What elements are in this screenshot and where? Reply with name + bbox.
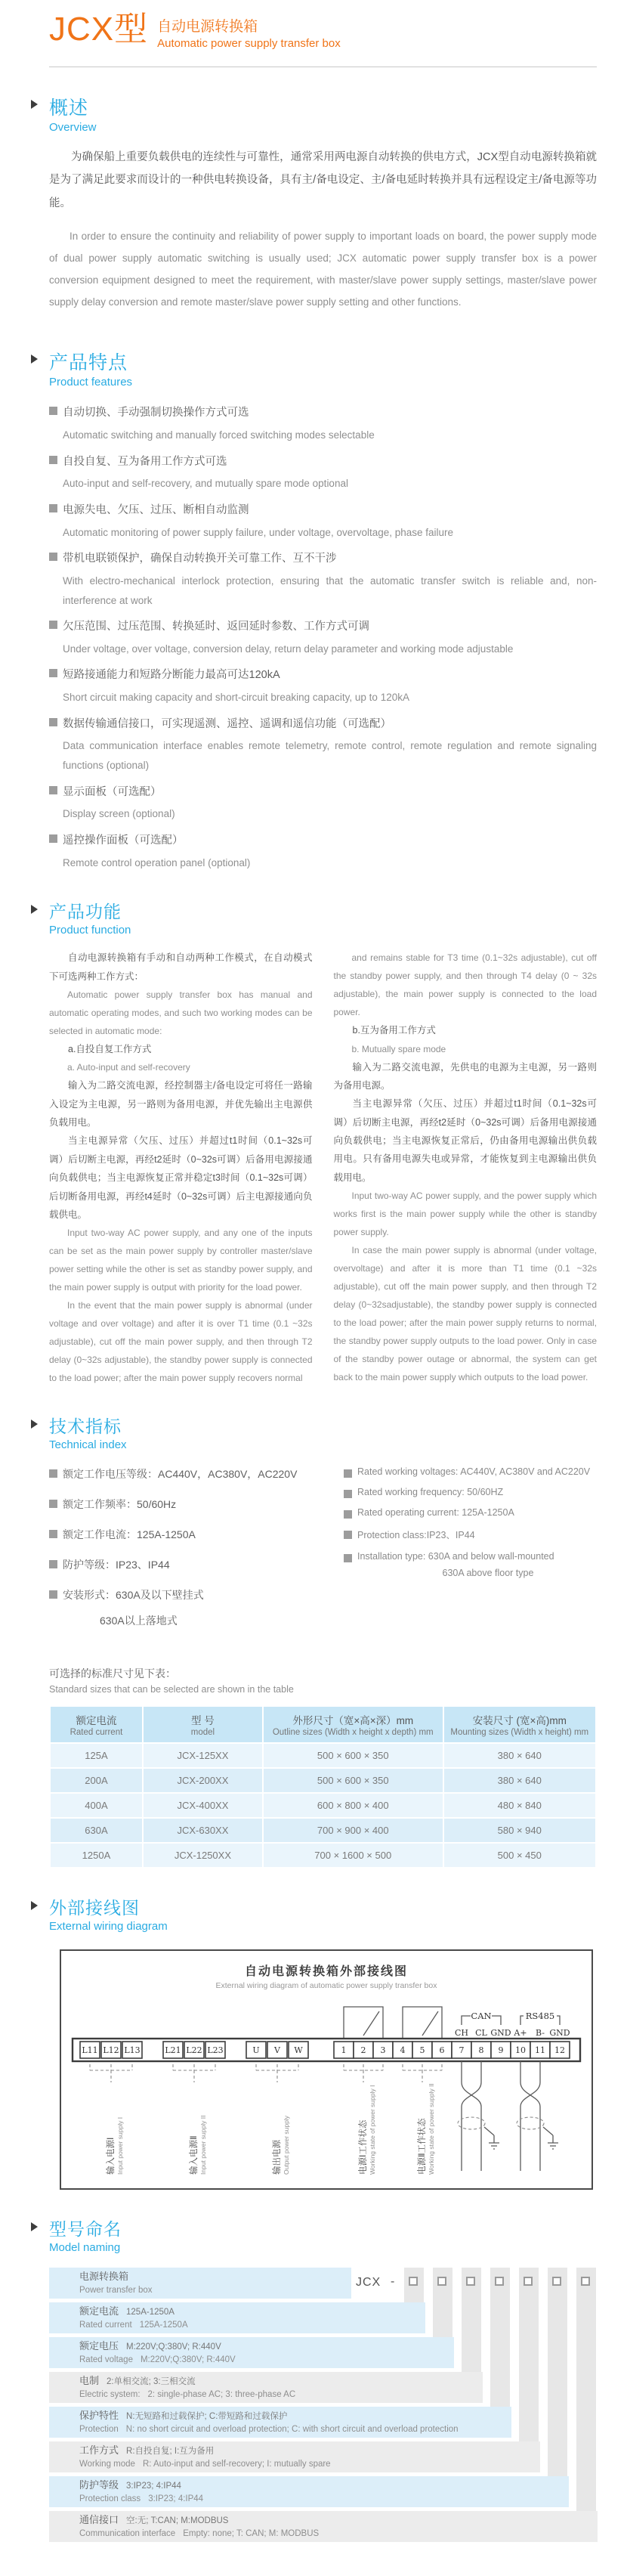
section-arrow-icon	[31, 1420, 38, 1429]
section-arrow-icon	[31, 100, 38, 109]
technical-item-text: 额定工作电压等级：AC440V，AC380V，AC220V	[63, 1468, 298, 1481]
terminal-label: L12	[103, 2045, 119, 2056]
feature-text-en: Automatic monitoring of power supply failure, under voltage, overvoltage, phase failure	[63, 526, 454, 538]
function-paragraph-en: and remains stable for T3 time (0.1~32s adjustable), cut off the standby power supply, and then through T4 delay (0 ~ 32s adjustable), the main power supply is connected to the load power.	[333, 952, 597, 1018]
naming-detail-en: 125A-1250A	[139, 2321, 188, 2330]
naming-label: 额定电流	[79, 2305, 119, 2317]
table-row	[50, 1793, 596, 1818]
sizes-table-head	[50, 1706, 596, 1743]
naming-row	[49, 2337, 454, 2368]
terminal-label: 11	[535, 2045, 545, 2056]
technical-column-en	[344, 1466, 597, 1643]
naming-row-label-en	[79, 2528, 598, 2540]
naming-row-label-en	[79, 2354, 454, 2367]
sizes-intro-en: Standard sizes that can be selected are shown in the table	[49, 1684, 294, 1695]
technical-item-text: 额定工作电流：125A-1250A	[63, 1528, 196, 1541]
technical-item-text: Rated working voltages: AC440V, AC380V and AC220V	[357, 1466, 591, 1478]
feature-text-zh: 显示面板（可选配）	[49, 783, 597, 802]
overview-paragraph-en: In order to ensure the continuity and reliability of power supply to important loads on board, the power supply mode of dual power supply automatic switching is usually used; JCX automatic power supply transfer box is a power conversion equipment designed to meet the requirement, with master/slave power supply settings, master/slave power supply delay conversion and remote master/slave power supply setting and other functions.	[49, 231, 597, 308]
technical-heading-zh: 技术指标	[49, 1416, 122, 1437]
table-cell: 1250A	[50, 1843, 143, 1868]
function-paragraph-zh: 自动电源转换箱有手动和自动两种工作模式，在自动模式下可选两种工作方式：	[49, 952, 313, 982]
twisted-pair-wire	[462, 2061, 481, 2171]
naming-row-label-zh	[79, 2305, 425, 2319]
table-header-cell	[263, 1706, 443, 1743]
feature-text-zh: 遥控操作面板（可选配）	[49, 831, 597, 850]
naming-label: 额定电压	[79, 2340, 119, 2352]
naming-column	[490, 2268, 510, 2407]
table-cell: 700 × 1600 × 500	[263, 1843, 443, 1868]
group-label-zh: 输入电源Ⅱ	[190, 2135, 199, 2175]
naming-detail: 3:IP23; 4:IP44	[126, 2482, 181, 2491]
can-pin-label: CH	[454, 2028, 469, 2039]
technical-column-zh	[49, 1466, 344, 1643]
table-cell: 380 × 640	[443, 1768, 596, 1793]
overview-paragraph-zh: 为确保船上重要负载供电的连续性与可靠性，通常采用两电源自动转换的供电方式，JCX型自动电源转换箱就是为了满足此要求而设计的一种供电转换设备，具有主/备电设定、主/备电延时转换并具有远程设定主/备电源等功能。	[49, 151, 597, 209]
relay-contact-icon	[403, 2007, 442, 2039]
feature-text-en: Display screen (optional)	[63, 808, 175, 820]
table-row	[50, 1843, 596, 1868]
naming-label-en: Power transfer box	[79, 2286, 153, 2296]
twisted-pair-wire	[462, 2061, 481, 2171]
group-bracket	[173, 2064, 215, 2082]
group-label-zh: 电源Ⅰ工作状态	[359, 2119, 368, 2175]
naming-row-label-en	[79, 2458, 540, 2471]
naming-label: 工作方式	[79, 2444, 119, 2457]
terminal-label: 7	[459, 2045, 465, 2056]
feature-item	[49, 783, 597, 824]
naming-row-label-zh	[79, 2270, 351, 2284]
section-naming-heading	[49, 2215, 597, 2254]
terminal-label: L23	[207, 2045, 224, 2056]
technical-item-text: 防护等级：IP23、IP44	[63, 1559, 170, 1571]
table-row	[50, 1743, 596, 1768]
naming-detail: 125A-1250A	[126, 2308, 175, 2317]
feature-item	[49, 618, 597, 658]
group-bracket	[90, 2064, 132, 2082]
naming-placeholder-box	[552, 2277, 561, 2286]
naming-column	[519, 2268, 539, 2441]
header-label-zh: 外形尺寸（宽×高×深）mm	[292, 1715, 414, 1727]
product-title-zh: 自动电源转换箱	[157, 19, 258, 35]
function-paragraph-en: Input two-way AC power supply, and the power supply which works first is the main power supply while the other is standby power supply.	[333, 1190, 597, 1238]
terminal-label: L21	[165, 2045, 181, 2056]
header-label-zh: 额定电流	[76, 1715, 117, 1727]
section-features-heading	[49, 348, 597, 389]
function-paragraph-zh: 当主电源异常（欠压、过压）并超过t1时间（0.1~32s可调）后切断主电源，再经t2延时（0~32s可调）后备用电源接通向负载供电；当主电源恢复正常后，仍由备用电源输出供负载用电。只有备用电源失电或异常，才能恢复到主电源输出供负载用电。	[333, 1098, 597, 1183]
ground-symbol-icon	[543, 2127, 558, 2149]
table-cell: JCX-125XX	[143, 1743, 263, 1768]
table-cell: JCX-400XX	[143, 1793, 263, 1818]
feature-text-zh: 自投自复、互为备用工作方式可选	[49, 453, 597, 472]
technical-item-subline: 630A above floor type	[442, 1568, 534, 1579]
page-header	[49, 12, 597, 50]
table-cell: 630A	[50, 1818, 143, 1843]
naming-heading-zh: 型号命名	[49, 2219, 122, 2240]
technical-item	[49, 1466, 344, 1482]
naming-row	[49, 2441, 540, 2472]
naming-detail-en: R: Auto-input and self-recovery; I: mutually spare	[142, 2460, 331, 2469]
terminal-label: L22	[186, 2045, 202, 2056]
feature-text-zh: 自动切换、手动强制切换操作方式可选	[49, 404, 597, 423]
relay-switch-arm-icon	[422, 2011, 438, 2036]
table-row	[50, 1818, 596, 1843]
technical-heading-en: Technical index	[49, 1438, 127, 1452]
sizes-table-body	[50, 1743, 596, 1868]
terminal-label: 4	[400, 2045, 406, 2056]
naming-label-en: Protection class	[79, 2494, 141, 2504]
feature-text-zh: 带机电联锁保护，确保自动转换开关可靠工作、互不干涉	[49, 550, 597, 568]
wiring-heading-zh: 外部接线图	[49, 1898, 140, 1918]
feature-text-en: With electro-mechanical interlock protection, ensuring that the automatic transfer switch is reliable and, non-interference at work	[63, 574, 597, 606]
terminal-label: U	[252, 2045, 260, 2056]
group-label-en: Working state of power supply I	[369, 2085, 376, 2175]
naming-detail-en: N: no short circuit and overload protection; C: with short circuit and overload protection	[125, 2425, 459, 2435]
function-paragraph-zh: a.自投自复工作方式	[68, 1043, 152, 1054]
overview-heading-zh: 概述	[49, 98, 89, 119]
technical-item	[49, 1557, 344, 1572]
function-paragraph-zh: b.互为备用工作方式	[352, 1025, 436, 1036]
naming-row-label-zh	[79, 2374, 483, 2389]
naming-detail: M:220V;Q:380V; R:440V	[126, 2342, 221, 2352]
feature-text-zh: 数据传输通信接口，可实现遥测、遥控、遥调和遥信功能（可选配）	[49, 715, 597, 734]
feature-text-en: Under voltage, over voltage, conversion delay, return delay parameter and working mode adjustable	[63, 642, 514, 655]
sizes-intro-zh: 可选择的标准尺寸见下表：	[49, 1667, 176, 1680]
feature-item	[49, 666, 597, 707]
function-columns	[49, 949, 597, 1387]
function-paragraph-en: In case the main power supply is abnormal (under voltage, overvoltage) and after it is more than T1 time (0.1 ~32s adjustable), cut off the main power supply, and then through T2 delay (0~32sadjustable), the standby power supply is connected to the load power; after the main power supply returns to normal, the standby power supply outputs to the load power. Only in case of the standby power outage or abnormal, the system can get back to the main power supply which outputs to the load power.	[333, 1245, 597, 1383]
section-arrow-icon	[31, 355, 38, 364]
product-title-block	[157, 12, 341, 50]
feature-item	[49, 550, 597, 610]
table-cell: 125A	[50, 1743, 143, 1768]
table-header-cell	[143, 1706, 263, 1743]
naming-column	[462, 2268, 481, 2372]
technical-item-text: 额定工作频率：50/60Hz	[63, 1498, 177, 1511]
naming-placeholder-box	[581, 2277, 590, 2286]
technical-item	[344, 1466, 597, 1477]
terminal-label: L13	[124, 2045, 141, 2056]
feature-item	[49, 831, 597, 872]
terminal-label: W	[294, 2045, 303, 2056]
function-paragraph-zh: 当主电源异常（欠压、过压）并超过t1时间（0.1~32s可调）后切断主电源，再经t2延时（0~32s可调）后备用电源接通向负载供电；当主电源恢复正常并稳定t3时间（0.1~32s可调）后切断备用电源，再经t4延时（0~32s可调）后主电源接通向负载供电。	[49, 1135, 313, 1220]
feature-text-en: Remote control operation panel (optional)	[63, 856, 251, 868]
overview-heading-en: Overview	[49, 121, 97, 134]
features-heading-zh: 产品特点	[49, 352, 128, 374]
feature-text-zh: 短路接通能力和短路分断能力最高可达120kA	[49, 666, 597, 685]
feature-text-en: Short circuit making capacity and short-circuit breaking capacity, up to 120kA	[63, 692, 409, 704]
header-label-en: Mounting sizes (Width x height) mm	[450, 1728, 589, 1738]
naming-row	[49, 2476, 569, 2507]
features-heading-en: Product features	[49, 376, 133, 389]
function-column-left	[49, 949, 313, 1387]
technical-item-text: Installation type: 630A and below wall-mounted	[357, 1551, 554, 1562]
naming-row-label-zh	[79, 2513, 598, 2528]
rs485-pin-label: GND	[549, 2028, 570, 2039]
naming-row-label-en	[79, 2389, 483, 2401]
wiring-heading-en: External wiring diagram	[49, 1920, 168, 1934]
function-paragraph-en: b. Mutually spare mode	[351, 1043, 446, 1054]
section-function-heading	[49, 898, 597, 937]
function-paragraph-en: In the event that the main power supply is abnormal (under voltage and over voltage) and after it is over T1 time (0.1 ~32s adjustable), cut off the main power supply, and then through T2 delay (0~32s adjustable), the standby power supply is connected to the load power; after the main power supply recovers normal	[49, 1300, 313, 1384]
naming-column	[404, 2268, 424, 2302]
table-cell: 500 × 600 × 350	[263, 1743, 443, 1768]
relay-contact-icon	[344, 2007, 383, 2039]
terminal-label: 5	[419, 2045, 425, 2056]
function-heading-en: Product function	[49, 924, 131, 937]
terminal-label: 1	[341, 2045, 347, 2056]
technical-item	[344, 1507, 597, 1518]
function-paragraph-zh: 输入为二路交流电源，经控制器主/备电设定可将任一路输入设定为主电源，另一路则为备用电源，并优先输出主电源供负载用电。	[49, 1080, 313, 1129]
naming-row	[49, 2407, 511, 2438]
naming-row	[49, 2302, 425, 2333]
feature-text-en: Data communication interface enables remote telemetry, remote control, remote regulation and remote signaling functions (optional)	[63, 740, 597, 771]
naming-label: 电制	[79, 2375, 100, 2387]
wiring-box-title-en: External wiring diagram of automatic power supply transfer box	[215, 1981, 437, 1991]
table-cell: JCX-630XX	[143, 1818, 263, 1843]
table-cell: 500 × 450	[443, 1843, 596, 1868]
table-cell: 480 × 840	[443, 1793, 596, 1818]
naming-column	[433, 2268, 452, 2337]
naming-placeholder-box	[437, 2277, 446, 2286]
can-pin-label: CL	[475, 2028, 487, 2039]
naming-row-label-en	[79, 2284, 351, 2297]
feature-text-zh: 欠压范围、过压范围、转换延时、返回延时参数、工作方式可调	[49, 618, 597, 636]
feature-text-en: Auto-input and self-recovery, and mutually spare mode optional	[63, 478, 348, 490]
function-paragraph-en: a. Auto-input and self-recovery	[67, 1062, 190, 1073]
table-header-cell	[50, 1706, 143, 1743]
naming-label-en: Working mode	[79, 2460, 135, 2469]
terminal-label: 6	[439, 2045, 445, 2056]
naming-heading-en: Model naming	[49, 2241, 121, 2255]
group-bracket	[256, 2064, 298, 2082]
table-cell: 400A	[50, 1793, 143, 1818]
header-label-zh: 安装尺寸 (宽×高)mm	[472, 1715, 567, 1727]
naming-label-en: Communication interface	[79, 2529, 176, 2539]
naming-row-label-en	[79, 2423, 511, 2436]
header-label-en: model	[190, 1728, 215, 1738]
section-overview-heading	[49, 93, 597, 134]
group-label-zh: 输入电源Ⅰ	[107, 2137, 116, 2175]
group-bracket	[403, 2064, 442, 2082]
group-label-en: Input power supply II	[199, 2115, 207, 2175]
group-label-zh: 电源Ⅱ工作状态	[418, 2118, 427, 2175]
naming-detail: 空:无; T:CAN; M:MODBUS	[126, 2516, 229, 2526]
technical-item	[49, 1527, 344, 1542]
section-technical-heading	[49, 1413, 597, 1451]
twisted-pair-wire	[520, 2061, 540, 2171]
header-label-en: Outline sizes (Width x height x depth) mm	[272, 1728, 434, 1738]
product-title-en: Automatic power supply transfer box	[157, 37, 341, 50]
can-pin-label: GND	[490, 2028, 511, 2039]
terminal-label: 10	[515, 2045, 526, 2056]
technical-item	[49, 1587, 344, 1628]
feature-item	[49, 501, 597, 542]
naming-placeholder-box	[524, 2277, 533, 2286]
terminal-label: 2	[360, 2045, 366, 2056]
feature-item	[49, 715, 597, 776]
wiring-box-title-zh: 自动电源转换箱外部接线图	[244, 1964, 408, 1979]
section-wiring-heading	[49, 1894, 597, 1933]
terminal-cells	[80, 2042, 570, 2058]
feature-item	[49, 404, 597, 444]
naming-detail-en: M:220V;Q:380V; R:440V	[140, 2355, 236, 2365]
rs485-bus-label: RS485	[525, 2011, 555, 2022]
model-dash: -	[391, 2275, 395, 2289]
table-cell: 200A	[50, 1768, 143, 1793]
relay-switch-arm-icon	[363, 2011, 379, 2036]
naming-column	[548, 2268, 567, 2476]
function-paragraph-zh: 输入为二路交流电源，先供电的电源为主电源，另一路则为备用电源。	[333, 1061, 597, 1091]
technical-item-text: Rated working frequency: 50/60HZ	[357, 1487, 504, 1498]
ground-symbol-icon	[484, 2127, 499, 2149]
naming-detail-en: 2: single-phase AC; 3: three-phase AC	[147, 2390, 296, 2400]
naming-label-en: Protection	[79, 2425, 119, 2435]
naming-row-label-zh	[79, 2409, 511, 2423]
technical-item	[344, 1487, 597, 1497]
naming-detail: N:无短路和过载保护; C:带短路和过载保护	[126, 2412, 288, 2422]
naming-detail-en: Empty: none; T: CAN; M: MODBUS	[183, 2529, 320, 2539]
naming-column	[576, 2268, 596, 2511]
feature-text-zh: 电源失电、欠压、过压、断相自动监测	[49, 501, 597, 520]
feature-item	[49, 453, 597, 494]
naming-row-label-en	[79, 2493, 569, 2506]
table-cell: JCX-1250XX	[143, 1843, 263, 1868]
twisted-pair-wire	[520, 2061, 540, 2171]
technical-columns	[49, 1466, 597, 1643]
terminal-label: 9	[498, 2045, 504, 2056]
technical-item-text: Rated operating current: 125A-1250A	[357, 1507, 514, 1519]
naming-row	[49, 2372, 483, 2403]
function-heading-zh: 产品功能	[49, 902, 122, 922]
feature-text-en: Automatic switching and manually forced switching modes selectable	[63, 429, 375, 441]
features-list	[49, 404, 597, 872]
section-arrow-icon	[31, 2222, 38, 2231]
table-cell: 500 × 600 × 350	[263, 1768, 443, 1793]
table-cell: JCX-200XX	[143, 1768, 263, 1793]
section-arrow-icon	[31, 905, 38, 914]
naming-row	[49, 2268, 351, 2299]
function-column-right	[334, 949, 598, 1387]
function-paragraph-en: Automatic power supply transfer box has manual and automatic operating modes, and such two working modes can be selected in automatic mode:	[49, 989, 313, 1036]
header-label-zh: 型 号	[191, 1715, 215, 1727]
can-bus-label: CAN	[471, 2011, 492, 2022]
product-model-title: JCX型	[49, 11, 149, 48]
table-cell: 700 × 900 × 400	[263, 1818, 443, 1843]
naming-row-label-zh	[79, 2478, 569, 2493]
table-row	[50, 1768, 596, 1793]
naming-detail: R:自投自复; I:互为备用	[126, 2447, 215, 2457]
naming-detail-en: 3:IP23; 4:IP44	[148, 2494, 204, 2504]
technical-item-text: Protection class:IP23、IP44	[357, 1530, 475, 1541]
naming-label-en: Rated voltage	[79, 2355, 133, 2365]
naming-label-en: Electric system:	[79, 2390, 141, 2400]
group-label-en: Input power supply I	[116, 2117, 124, 2175]
table-cell: 380 × 640	[443, 1743, 596, 1768]
standard-sizes-table	[49, 1705, 597, 1869]
naming-label: 通信接口	[79, 2514, 119, 2526]
group-label-en: Output power supply	[283, 2116, 290, 2175]
technical-item	[344, 1551, 597, 1578]
naming-label: 电源转换箱	[79, 2271, 129, 2283]
table-header-row	[50, 1706, 596, 1743]
naming-detail: 2:单相交流; 3:三相交流	[107, 2377, 196, 2387]
rs485-pin-label: A+	[514, 2028, 527, 2039]
group-bracket	[344, 2064, 383, 2082]
naming-row-label-zh	[79, 2339, 454, 2354]
naming-label: 防护等级	[79, 2479, 119, 2491]
function-paragraph-en: Input two-way AC power supply, and any one of the inputs can be set as the main power supply by controller master/slave power setting while the other is set as standby power supply, and the main power supply is output with priority for the load power.	[49, 1228, 313, 1293]
technical-item	[49, 1497, 344, 1512]
naming-placeholder-box	[409, 2277, 418, 2286]
wiring-diagram-drawing	[69, 1993, 583, 2184]
section-arrow-icon	[31, 1901, 38, 1910]
terminal-label: 8	[478, 2045, 484, 2056]
terminal-label: 3	[380, 2045, 386, 2056]
terminal-label: 12	[554, 2045, 565, 2056]
model-naming-diagram	[49, 2268, 604, 2553]
terminal-label: V	[274, 2045, 280, 2056]
naming-label-en: Rated current	[79, 2321, 132, 2330]
naming-placeholder-box	[466, 2277, 475, 2286]
model-prefix: JCX	[356, 2276, 381, 2290]
naming-label: 保护特性	[79, 2410, 119, 2422]
naming-row	[49, 2511, 598, 2542]
table-cell: 600 × 800 × 400	[263, 1793, 443, 1818]
technical-item	[344, 1528, 597, 1541]
naming-row-label-zh	[79, 2444, 540, 2458]
group-label-en: Working state of power supply II	[428, 2083, 435, 2175]
table-header-cell	[443, 1706, 596, 1743]
group-label-zh: 输出电源	[273, 2140, 282, 2175]
wiring-diagram-box	[60, 1949, 593, 2190]
table-cell: 580 × 940	[443, 1818, 596, 1843]
technical-item-subline: 630A以上落地式	[100, 1615, 178, 1627]
header-label-en: Rated current	[69, 1728, 123, 1738]
naming-placeholder-box	[495, 2277, 504, 2286]
rs485-pin-label: B-	[535, 2028, 545, 2039]
naming-row-label-en	[79, 2319, 425, 2332]
technical-item-text: 安装形式：630A及以下壁挂式	[63, 1589, 204, 1602]
terminal-label: L11	[82, 2045, 98, 2056]
